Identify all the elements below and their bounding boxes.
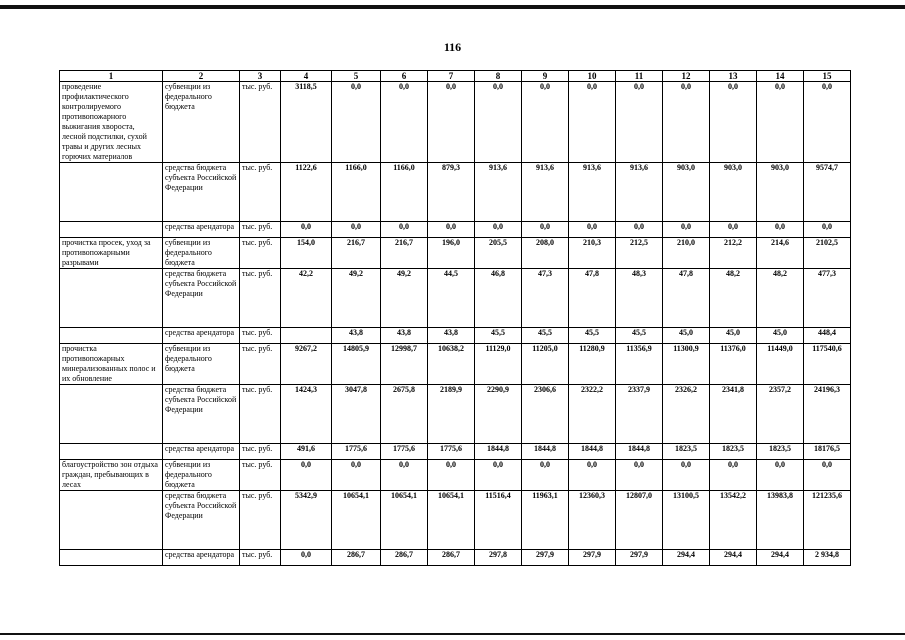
value-cell: 2322,2: [569, 385, 616, 444]
value-cell: 11516,4: [475, 491, 522, 550]
value-cell: 297,8: [475, 550, 522, 566]
table-row: [60, 444, 851, 460]
value-cell: 1823,5: [757, 444, 804, 460]
value-cell: 13542,2: [710, 491, 757, 550]
value-cell: 903,0: [710, 163, 757, 222]
value-cell: 2306,6: [522, 385, 569, 444]
value-cell: 0,0: [522, 222, 569, 238]
column-header: 6: [381, 71, 428, 82]
value-cell: 0,0: [475, 82, 522, 163]
funding-source: средства бюджета субъекта Российской Федерации: [163, 385, 240, 444]
table-row: [60, 238, 851, 269]
value-cell: 0,0: [663, 460, 710, 491]
activity-name-continued: [60, 444, 163, 460]
funding-source: средства арендатора: [163, 222, 240, 238]
value-cell: 208,0: [522, 238, 569, 269]
value-cell: 286,7: [332, 550, 381, 566]
value-cell: 12360,3: [569, 491, 616, 550]
value-cell: 45,0: [757, 328, 804, 344]
value-cell: 0,0: [804, 82, 851, 163]
unit: тыс. руб.: [240, 269, 281, 328]
unit: тыс. руб.: [240, 550, 281, 566]
value-cell: 45,5: [522, 328, 569, 344]
value-cell: 0,0: [569, 460, 616, 491]
column-header: 7: [428, 71, 475, 82]
activity-name: проведение профилактического контролируемого противопожарного выжигания хвороста, лесной подстилки, сухой травы и других лесных горючих материалов: [60, 82, 163, 163]
value-cell: 0,0: [475, 460, 522, 491]
value-cell: 0,0: [569, 82, 616, 163]
value-cell: 212,2: [710, 238, 757, 269]
value-cell: 1823,5: [710, 444, 757, 460]
column-header: 13: [710, 71, 757, 82]
value-cell: 48,2: [710, 269, 757, 328]
value-cell: 1166,0: [381, 163, 428, 222]
value-cell: 0,0: [281, 550, 332, 566]
value-cell: 216,7: [332, 238, 381, 269]
value-cell: 44,5: [428, 269, 475, 328]
value-cell: 0,0: [381, 460, 428, 491]
funding-source: субвенции из федерального бюджета: [163, 82, 240, 163]
table-row: [60, 460, 851, 491]
value-cell: 1844,8: [522, 444, 569, 460]
value-cell: [281, 328, 332, 344]
activity-name-continued: [60, 269, 163, 328]
value-cell: 11356,9: [616, 344, 663, 385]
column-header: 15: [804, 71, 851, 82]
value-cell: 1775,6: [381, 444, 428, 460]
value-cell: 210,0: [663, 238, 710, 269]
value-cell: 1844,8: [569, 444, 616, 460]
value-cell: 0,0: [381, 222, 428, 238]
value-cell: 3118,5: [281, 82, 332, 163]
value-cell: 0,0: [710, 82, 757, 163]
value-cell: 294,4: [757, 550, 804, 566]
value-cell: 13983,8: [757, 491, 804, 550]
value-cell: 2357,2: [757, 385, 804, 444]
value-cell: 0,0: [616, 460, 663, 491]
activity-name-continued: [60, 385, 163, 444]
value-cell: 294,4: [710, 550, 757, 566]
value-cell: 9267,2: [281, 344, 332, 385]
value-cell: 117540,6: [804, 344, 851, 385]
value-cell: 11205,0: [522, 344, 569, 385]
funding-source: средства арендатора: [163, 550, 240, 566]
column-header: 2: [163, 71, 240, 82]
value-cell: 10654,1: [332, 491, 381, 550]
value-cell: 14805,9: [332, 344, 381, 385]
value-cell: 11449,0: [757, 344, 804, 385]
funding-source: субвенции из федерального бюджета: [163, 238, 240, 269]
value-cell: 9574,7: [804, 163, 851, 222]
value-cell: 196,0: [428, 238, 475, 269]
table-row: [60, 269, 851, 328]
value-cell: 12998,7: [381, 344, 428, 385]
value-cell: 2102,5: [804, 238, 851, 269]
unit: тыс. руб.: [240, 444, 281, 460]
unit: тыс. руб.: [240, 344, 281, 385]
column-header: 11: [616, 71, 663, 82]
value-cell: 286,7: [381, 550, 428, 566]
value-cell: 1844,8: [475, 444, 522, 460]
value-cell: 49,2: [381, 269, 428, 328]
value-cell: 448,4: [804, 328, 851, 344]
funding-source: средства бюджета субъекта Российской Федерации: [163, 269, 240, 328]
value-cell: 47,3: [522, 269, 569, 328]
table-row: [60, 491, 851, 550]
value-cell: 10654,1: [381, 491, 428, 550]
table-row: [60, 163, 851, 222]
value-cell: 0,0: [332, 82, 381, 163]
activity-name-continued: [60, 550, 163, 566]
value-cell: 0,0: [710, 460, 757, 491]
value-cell: 297,9: [616, 550, 663, 566]
value-cell: 879,3: [428, 163, 475, 222]
value-cell: 121235,6: [804, 491, 851, 550]
value-cell: 11300,9: [663, 344, 710, 385]
value-cell: 24196,3: [804, 385, 851, 444]
unit: тыс. руб.: [240, 163, 281, 222]
value-cell: 2189,9: [428, 385, 475, 444]
value-cell: 2290,9: [475, 385, 522, 444]
value-cell: 11280,9: [569, 344, 616, 385]
value-cell: 10638,2: [428, 344, 475, 385]
unit: тыс. руб.: [240, 385, 281, 444]
activity-name-continued: [60, 222, 163, 238]
value-cell: 2675,8: [381, 385, 428, 444]
column-header: 8: [475, 71, 522, 82]
column-header: 12: [663, 71, 710, 82]
value-cell: 13100,5: [663, 491, 710, 550]
table-row: [60, 550, 851, 566]
value-cell: 42,2: [281, 269, 332, 328]
value-cell: 45,0: [663, 328, 710, 344]
value-cell: 0,0: [710, 222, 757, 238]
budget-table: [59, 70, 851, 566]
value-cell: 0,0: [757, 460, 804, 491]
value-cell: 216,7: [381, 238, 428, 269]
value-cell: 210,3: [569, 238, 616, 269]
value-cell: 46,8: [475, 269, 522, 328]
value-cell: 2341,8: [710, 385, 757, 444]
value-cell: 903,0: [757, 163, 804, 222]
value-cell: 0,0: [428, 222, 475, 238]
value-cell: 903,0: [663, 163, 710, 222]
column-header: 10: [569, 71, 616, 82]
column-header: 9: [522, 71, 569, 82]
value-cell: 294,4: [663, 550, 710, 566]
value-cell: 913,6: [475, 163, 522, 222]
value-cell: 212,5: [616, 238, 663, 269]
page-number: 116: [443, 40, 462, 54]
value-cell: 1823,5: [663, 444, 710, 460]
activity-name-continued: [60, 328, 163, 344]
value-cell: 11129,0: [475, 344, 522, 385]
column-header: 3: [240, 71, 281, 82]
value-cell: 0,0: [616, 222, 663, 238]
value-cell: 0,0: [757, 222, 804, 238]
value-cell: 0,0: [281, 460, 332, 491]
value-cell: 0,0: [804, 460, 851, 491]
unit: тыс. руб.: [240, 82, 281, 163]
value-cell: 913,6: [569, 163, 616, 222]
value-cell: 297,9: [522, 550, 569, 566]
activity-name-continued: [60, 163, 163, 222]
value-cell: 286,7: [428, 550, 475, 566]
value-cell: 1122,6: [281, 163, 332, 222]
value-cell: 0,0: [522, 460, 569, 491]
column-header: 5: [332, 71, 381, 82]
value-cell: 477,3: [804, 269, 851, 328]
value-cell: 47,8: [569, 269, 616, 328]
value-cell: 1424,3: [281, 385, 332, 444]
value-cell: 491,6: [281, 444, 332, 460]
value-cell: 205,5: [475, 238, 522, 269]
activity-name: благоустройство зон отдыха граждан, пребывающих в лесах: [60, 460, 163, 491]
value-cell: 49,2: [332, 269, 381, 328]
header-row: [60, 71, 851, 82]
table-row: [60, 222, 851, 238]
value-cell: 45,5: [475, 328, 522, 344]
value-cell: 47,8: [663, 269, 710, 328]
funding-source: субвенции из федерального бюджета: [163, 460, 240, 491]
top-border: [0, 5, 905, 9]
value-cell: 0,0: [663, 222, 710, 238]
value-cell: 0,0: [475, 222, 522, 238]
value-cell: 1844,8: [616, 444, 663, 460]
value-cell: 0,0: [332, 460, 381, 491]
value-cell: 0,0: [428, 460, 475, 491]
value-cell: 0,0: [381, 82, 428, 163]
value-cell: 45,5: [569, 328, 616, 344]
value-cell: 48,2: [757, 269, 804, 328]
value-cell: 1775,6: [332, 444, 381, 460]
table-row: [60, 385, 851, 444]
column-header: 4: [281, 71, 332, 82]
table-row: [60, 82, 851, 163]
value-cell: 214,6: [757, 238, 804, 269]
value-cell: 0,0: [428, 82, 475, 163]
unit: тыс. руб.: [240, 491, 281, 550]
funding-source: средства бюджета субъекта Российской Федерации: [163, 491, 240, 550]
value-cell: 913,6: [522, 163, 569, 222]
value-cell: 45,0: [710, 328, 757, 344]
value-cell: 1166,0: [332, 163, 381, 222]
value-cell: 1775,6: [428, 444, 475, 460]
column-header: 14: [757, 71, 804, 82]
value-cell: 913,6: [616, 163, 663, 222]
funding-source: субвенции из федерального бюджета: [163, 344, 240, 385]
bottom-border: [0, 633, 905, 635]
funding-source: средства арендатора: [163, 444, 240, 460]
value-cell: 0,0: [663, 82, 710, 163]
activity-name: прочистка противопожарных минерализованных полос и их обновление: [60, 344, 163, 385]
unit: тыс. руб.: [240, 222, 281, 238]
value-cell: 0,0: [569, 222, 616, 238]
value-cell: 43,8: [428, 328, 475, 344]
table-row: [60, 344, 851, 385]
activity-name-continued: [60, 491, 163, 550]
unit: тыс. руб.: [240, 238, 281, 269]
value-cell: 11963,1: [522, 491, 569, 550]
value-cell: 11376,0: [710, 344, 757, 385]
activity-name: прочистка просек, уход за противопожарными разрывами: [60, 238, 163, 269]
funding-source: средства арендатора: [163, 328, 240, 344]
value-cell: 297,9: [569, 550, 616, 566]
value-cell: 0,0: [332, 222, 381, 238]
value-cell: 2337,9: [616, 385, 663, 444]
value-cell: 5342,9: [281, 491, 332, 550]
column-header: 1: [60, 71, 163, 82]
value-cell: 0,0: [616, 82, 663, 163]
value-cell: 48,3: [616, 269, 663, 328]
value-cell: 2326,2: [663, 385, 710, 444]
value-cell: 43,8: [332, 328, 381, 344]
value-cell: 0,0: [757, 82, 804, 163]
value-cell: 0,0: [522, 82, 569, 163]
unit: тыс. руб.: [240, 460, 281, 491]
value-cell: 45,5: [616, 328, 663, 344]
funding-source: средства бюджета субъекта Российской Федерации: [163, 163, 240, 222]
value-cell: 12807,0: [616, 491, 663, 550]
value-cell: 10654,1: [428, 491, 475, 550]
table-row: [60, 328, 851, 344]
unit: тыс. руб.: [240, 328, 281, 344]
value-cell: 18176,5: [804, 444, 851, 460]
value-cell: 3047,8: [332, 385, 381, 444]
value-cell: 2 934,8: [804, 550, 851, 566]
value-cell: 154,0: [281, 238, 332, 269]
value-cell: 43,8: [381, 328, 428, 344]
value-cell: 0,0: [281, 222, 332, 238]
value-cell: 0,0: [804, 222, 851, 238]
